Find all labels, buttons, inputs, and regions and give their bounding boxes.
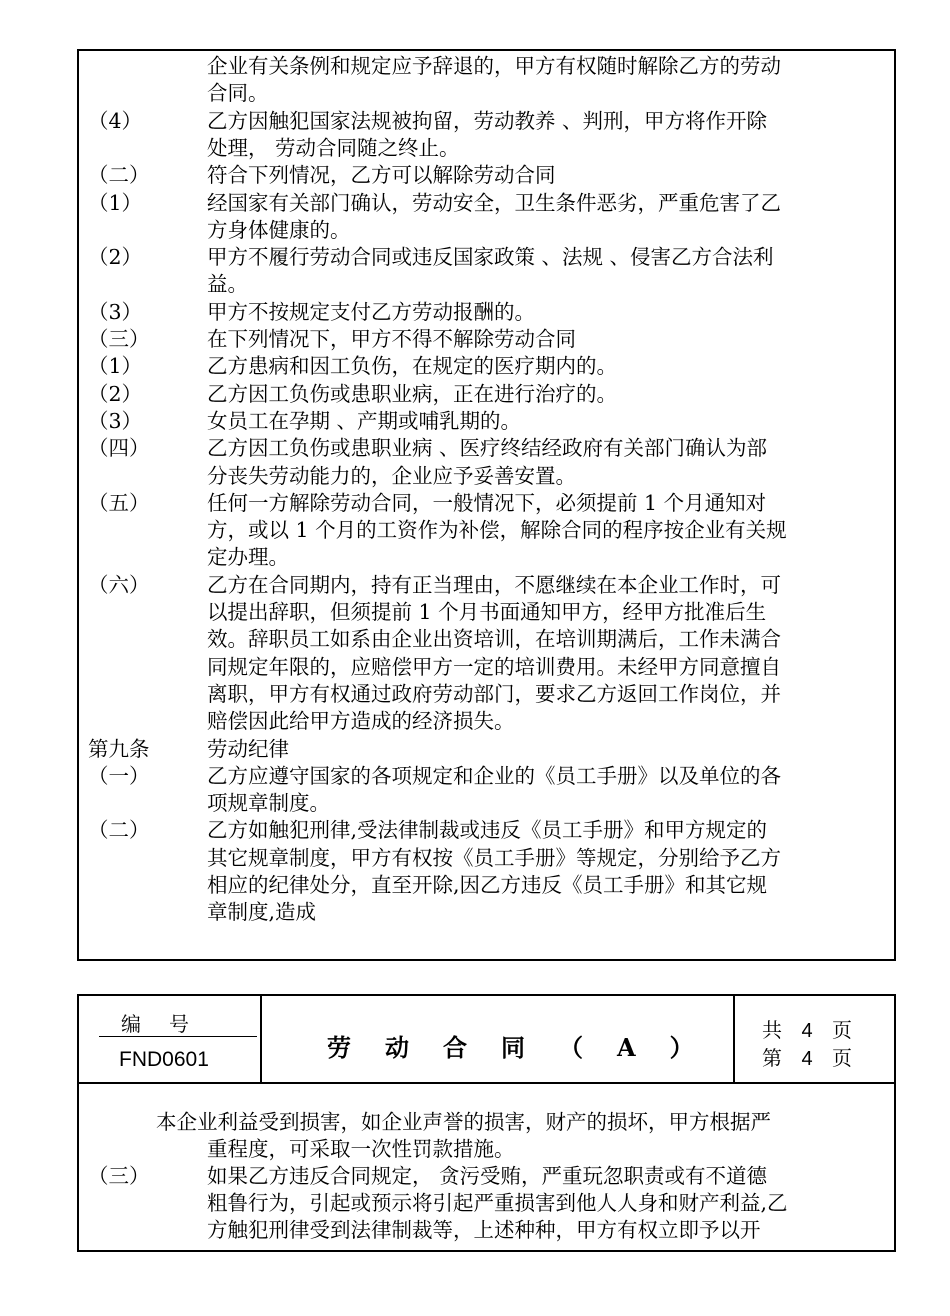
text-line: 处理， 劳动合同随之终止。 (207, 135, 460, 160)
clause-label: （3） (88, 408, 143, 433)
text-line: 定办理。 (207, 545, 289, 570)
total-pages (762, 1014, 852, 1043)
document-title: 劳动合同（A） (327, 1033, 728, 1062)
clause-label: （2） (88, 381, 143, 406)
text-line: 甲方不履行劳动合同或违反国家政策 、法规 、侵害乙方合法利 (207, 245, 774, 270)
number-label: 编号 (121, 1012, 217, 1036)
text-line: 乙方如触犯刑律,受法律制裁或违反《员工手册》和甲方规定的 (207, 818, 768, 843)
text-line: 离职，甲方有权通过政府劳动部门，要求乙方返回工作岗位，并 (207, 681, 781, 706)
clause-label: （四） (88, 436, 150, 461)
number-cell (79, 996, 262, 1082)
text-line: 方身体健康的。 (207, 217, 351, 242)
text-line: 乙方因触犯国家法规被拘留，劳动教养 、判刑，甲方将作开除 (207, 108, 768, 133)
text-line: 符合下列情况，乙方可以解除劳动合同 (207, 163, 556, 188)
clause-label: （3） (88, 299, 143, 324)
text-line: 经国家有关部门确认，劳动安全，卫生条件恶劣，严重危害了乙 (207, 190, 781, 215)
clause-label: （三） (88, 1164, 150, 1188)
text-line: 企业有关条例和规定应予辞退的，甲方有权随时解除乙方的劳动 (207, 54, 781, 78)
total-unit: 页 (832, 1018, 852, 1042)
clause-label: （二） (88, 818, 150, 843)
text-line: 其它规章制度，甲方有权按《员工手册》等规定，分别给予乙方 (207, 845, 781, 870)
text-line: 益。 (207, 272, 248, 297)
text-line: 本企业利益受到损害，如企业声誉的损害，财产的损坏，甲方根据严 (156, 1110, 771, 1134)
text-line: 相应的纪律处分，直至开除,因乙方违反《员工手册》和其它规 (207, 873, 768, 897)
text-line: 劳动纪律 (207, 736, 289, 761)
clause-label: （一） (88, 763, 150, 788)
clause-label: （二） (88, 163, 150, 188)
clause-label: （4） (88, 108, 143, 133)
clause-label: 第九条 (88, 736, 150, 761)
text-line: 如果乙方违反合同规定， 贪污受贿，严重玩忽职责或有不道德 (207, 1164, 768, 1188)
text-line: 乙方应遵守国家的各项规定和企业的《员工手册》以及单位的各 (207, 763, 781, 788)
total-count: 4 (801, 1020, 813, 1042)
current-number: 4 (801, 1048, 813, 1070)
total-label: 共 (762, 1018, 782, 1042)
clause-label: （1） (88, 190, 143, 215)
document-code: FND0601 (119, 1048, 209, 1071)
contract-header (77, 994, 896, 1084)
text-line: 乙方因工负伤或患职业病 、医疗终结经政府有关部门确认为部 (207, 436, 768, 461)
text-line: 乙方在合同期内，持有正当理由，不愿继续在本企业工作时，可 (207, 572, 781, 597)
current-page (762, 1042, 852, 1071)
text-line: 任何一方解除劳动合同，一般情况下，必须提前 1 个月通知对 (207, 490, 767, 515)
text-line: 女员工在孕期 、产期或哺乳期的。 (207, 408, 522, 433)
text-line: 乙方患病和因工负伤，在规定的医疗期内的。 (207, 354, 617, 379)
text-line: 分丧失劳动能力的，企业应予妥善安置。 (207, 463, 576, 488)
text-line: 重程度，可采取一次性罚款措施。 (207, 1137, 515, 1161)
text-line: 以提出辞职，但须提前 1 个月书面通知甲方，经甲方批准后生 (207, 600, 767, 624)
text-line: 甲方不按规定支付乙方劳动报酬的。 (207, 299, 535, 324)
number-underline (99, 1036, 257, 1037)
header-divider (733, 996, 735, 1082)
text-line: 方触犯刑律受到法律制裁等，上述种种，甲方有权立即予以开 (207, 1218, 761, 1242)
text-line: 章制度,造成 (207, 900, 317, 925)
text-line: 在下列情况下，甲方不得不解除劳动合同 (207, 327, 576, 351)
clause-label: （2） (88, 245, 143, 270)
text-line: 合同。 (207, 81, 269, 106)
text-line: 项规章制度。 (207, 791, 330, 816)
clause-label: （六） (88, 572, 150, 597)
text-line: 方，或以 1 个月的工资作为补偿，解除合同的程序按企业有关规 (207, 518, 787, 543)
text-line: 粗鲁行为，引起或预示将引起严重损害到他人人身和财产利益,乙 (207, 1191, 788, 1215)
current-label: 第 (762, 1046, 782, 1070)
current-unit: 页 (832, 1046, 852, 1070)
text-line: 乙方因工负伤或患职业病，正在进行治疗的。 (207, 381, 617, 406)
clause-label: （五） (88, 490, 150, 515)
text-line: 效。辞职员工如系由企业出资培训，在培训期满后，工作未满合 (207, 627, 781, 652)
text-line: 赔偿因此给甲方造成的经济损失。 (207, 709, 515, 734)
clause-label: （三） (88, 327, 150, 351)
text-line: 同规定年限的，应赔偿甲方一定的培训费用。未经甲方同意擅自 (207, 654, 781, 679)
clause-label: （1） (88, 354, 143, 379)
